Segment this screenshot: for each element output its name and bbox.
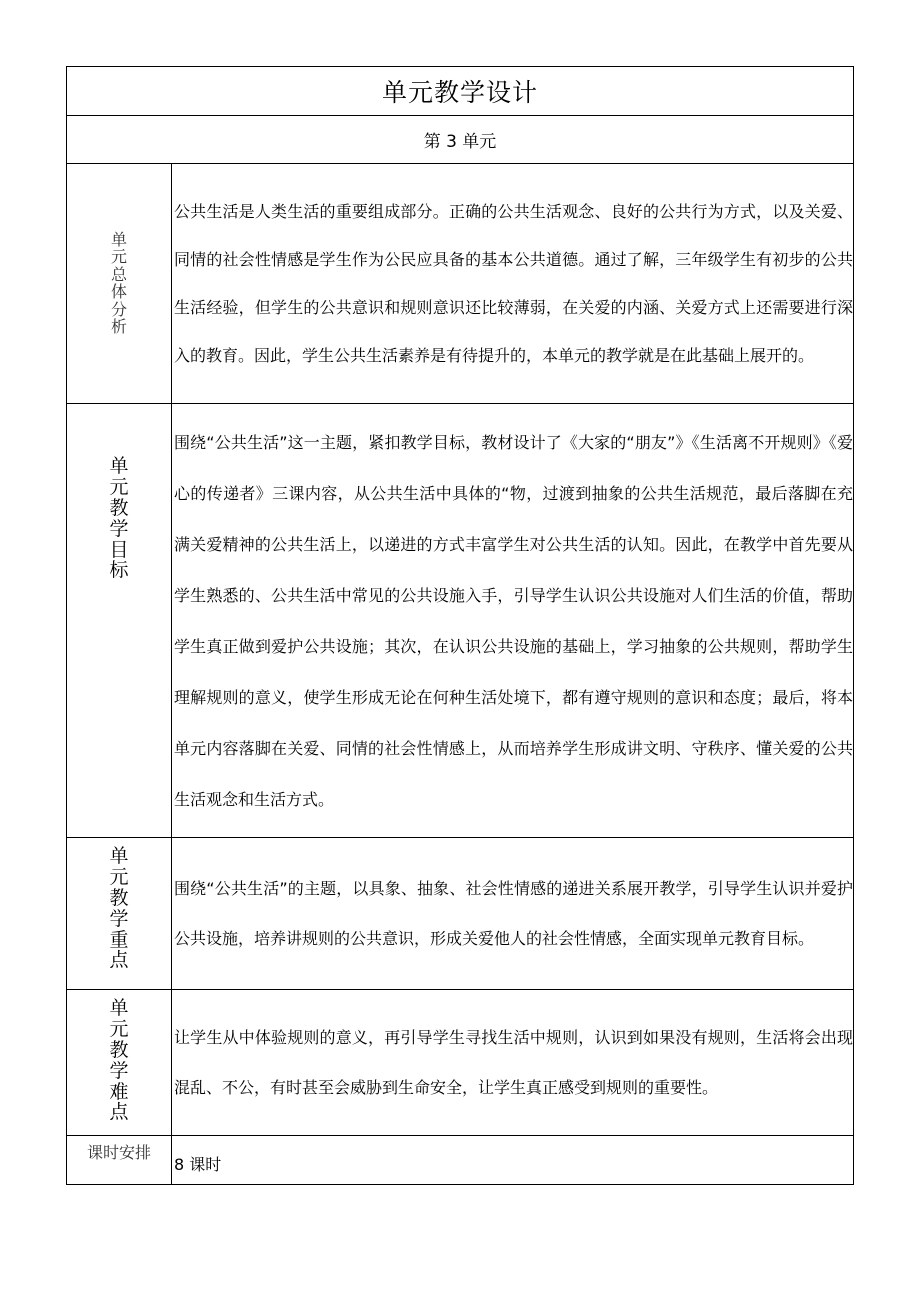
teaching-goals-label-cell xyxy=(67,404,172,838)
difficulties-content: 让学生从中体验规则的意义，再引导学生寻找生活中规则，认识到如果没有规则，生活将会出现混乱、不公，有时甚至会威胁到生命安全，让学生真正感受到规则的重要性。 xyxy=(172,990,854,1136)
schedule-label: 课时安排 xyxy=(67,1136,172,1185)
key-points-label-cell xyxy=(67,838,172,990)
unit-number: 第 3 单元 xyxy=(67,116,854,164)
overall-analysis-label: 单元总体分析 xyxy=(110,229,127,337)
teaching-goals-row xyxy=(67,404,854,838)
key-points-content: 围绕“公共生活”的主题，以具象、抽象、社会性情感的递进关系展开教学，引导学生认识并爱护公共设施，培养讲规则的公共意识，形成关爱他人的社会性情感，全面实现单元教育目标。 xyxy=(172,838,854,990)
difficulties-label: 单元教学难点 xyxy=(109,997,129,1124)
overall-analysis-label-cell xyxy=(67,164,172,404)
difficulties-row xyxy=(67,990,854,1136)
document-title: 单元教学设计 xyxy=(67,67,854,116)
title-row xyxy=(67,67,854,116)
teaching-goals-content: 围绕“公共生活”这一主题，紧扣教学目标，教材设计了《大家的“朋友”》《生活离不开规则》《爱心的传递者》三课内容，从公共生活中具体的“物，过渡到抽象的公共生活规范，最后落脚在充满关爱精神的公共生活上，以递进的方式丰富学生对公共生活的认知。因此，在教学中首先要从学生熟悉的、公共生活中常见的公共设施入手，引导学生认识公共设施对人们生活的价值，帮助学生真正做到爱护公共设施；其次，在认识公共设施的基础上，学习抽象的公共规则，帮助学生理解规则的意义，使学生形成无论在何种生活处境下，都有遵守规则的意识和态度；最后，将本单元内容落脚在关爱、同情的社会性情感上，从而培养学生形成讲文明、守秩序、懂关爱的公共生活观念和生活方式。 xyxy=(172,404,854,838)
key-points-row xyxy=(67,838,854,990)
teaching-goals-label: 单元教学目标 xyxy=(109,455,129,582)
unit-row xyxy=(67,116,854,164)
key-points-label: 单元教学重点 xyxy=(109,845,129,972)
schedule-row xyxy=(67,1136,854,1185)
difficulties-label-cell xyxy=(67,990,172,1136)
unit-design-table xyxy=(66,66,854,1185)
overall-analysis-row xyxy=(67,164,854,404)
schedule-value: 8 课时 xyxy=(172,1136,854,1185)
overall-analysis-content: 公共生活是人类生活的重要组成部分。正确的公共生活观念、良好的公共行为方式，以及关爱、同情的社会性情感是学生作为公民应具备的基本公共道德。通过了解，三年级学生有初步的公共生活经验，但学生的公共意识和规则意识还比较薄弱，在关爱的内涵、关爱方式上还需要进行深入的教育。因此，学生公共生活素养是有待提升的，本单元的教学就是在此基础上展开的。 xyxy=(172,164,854,404)
